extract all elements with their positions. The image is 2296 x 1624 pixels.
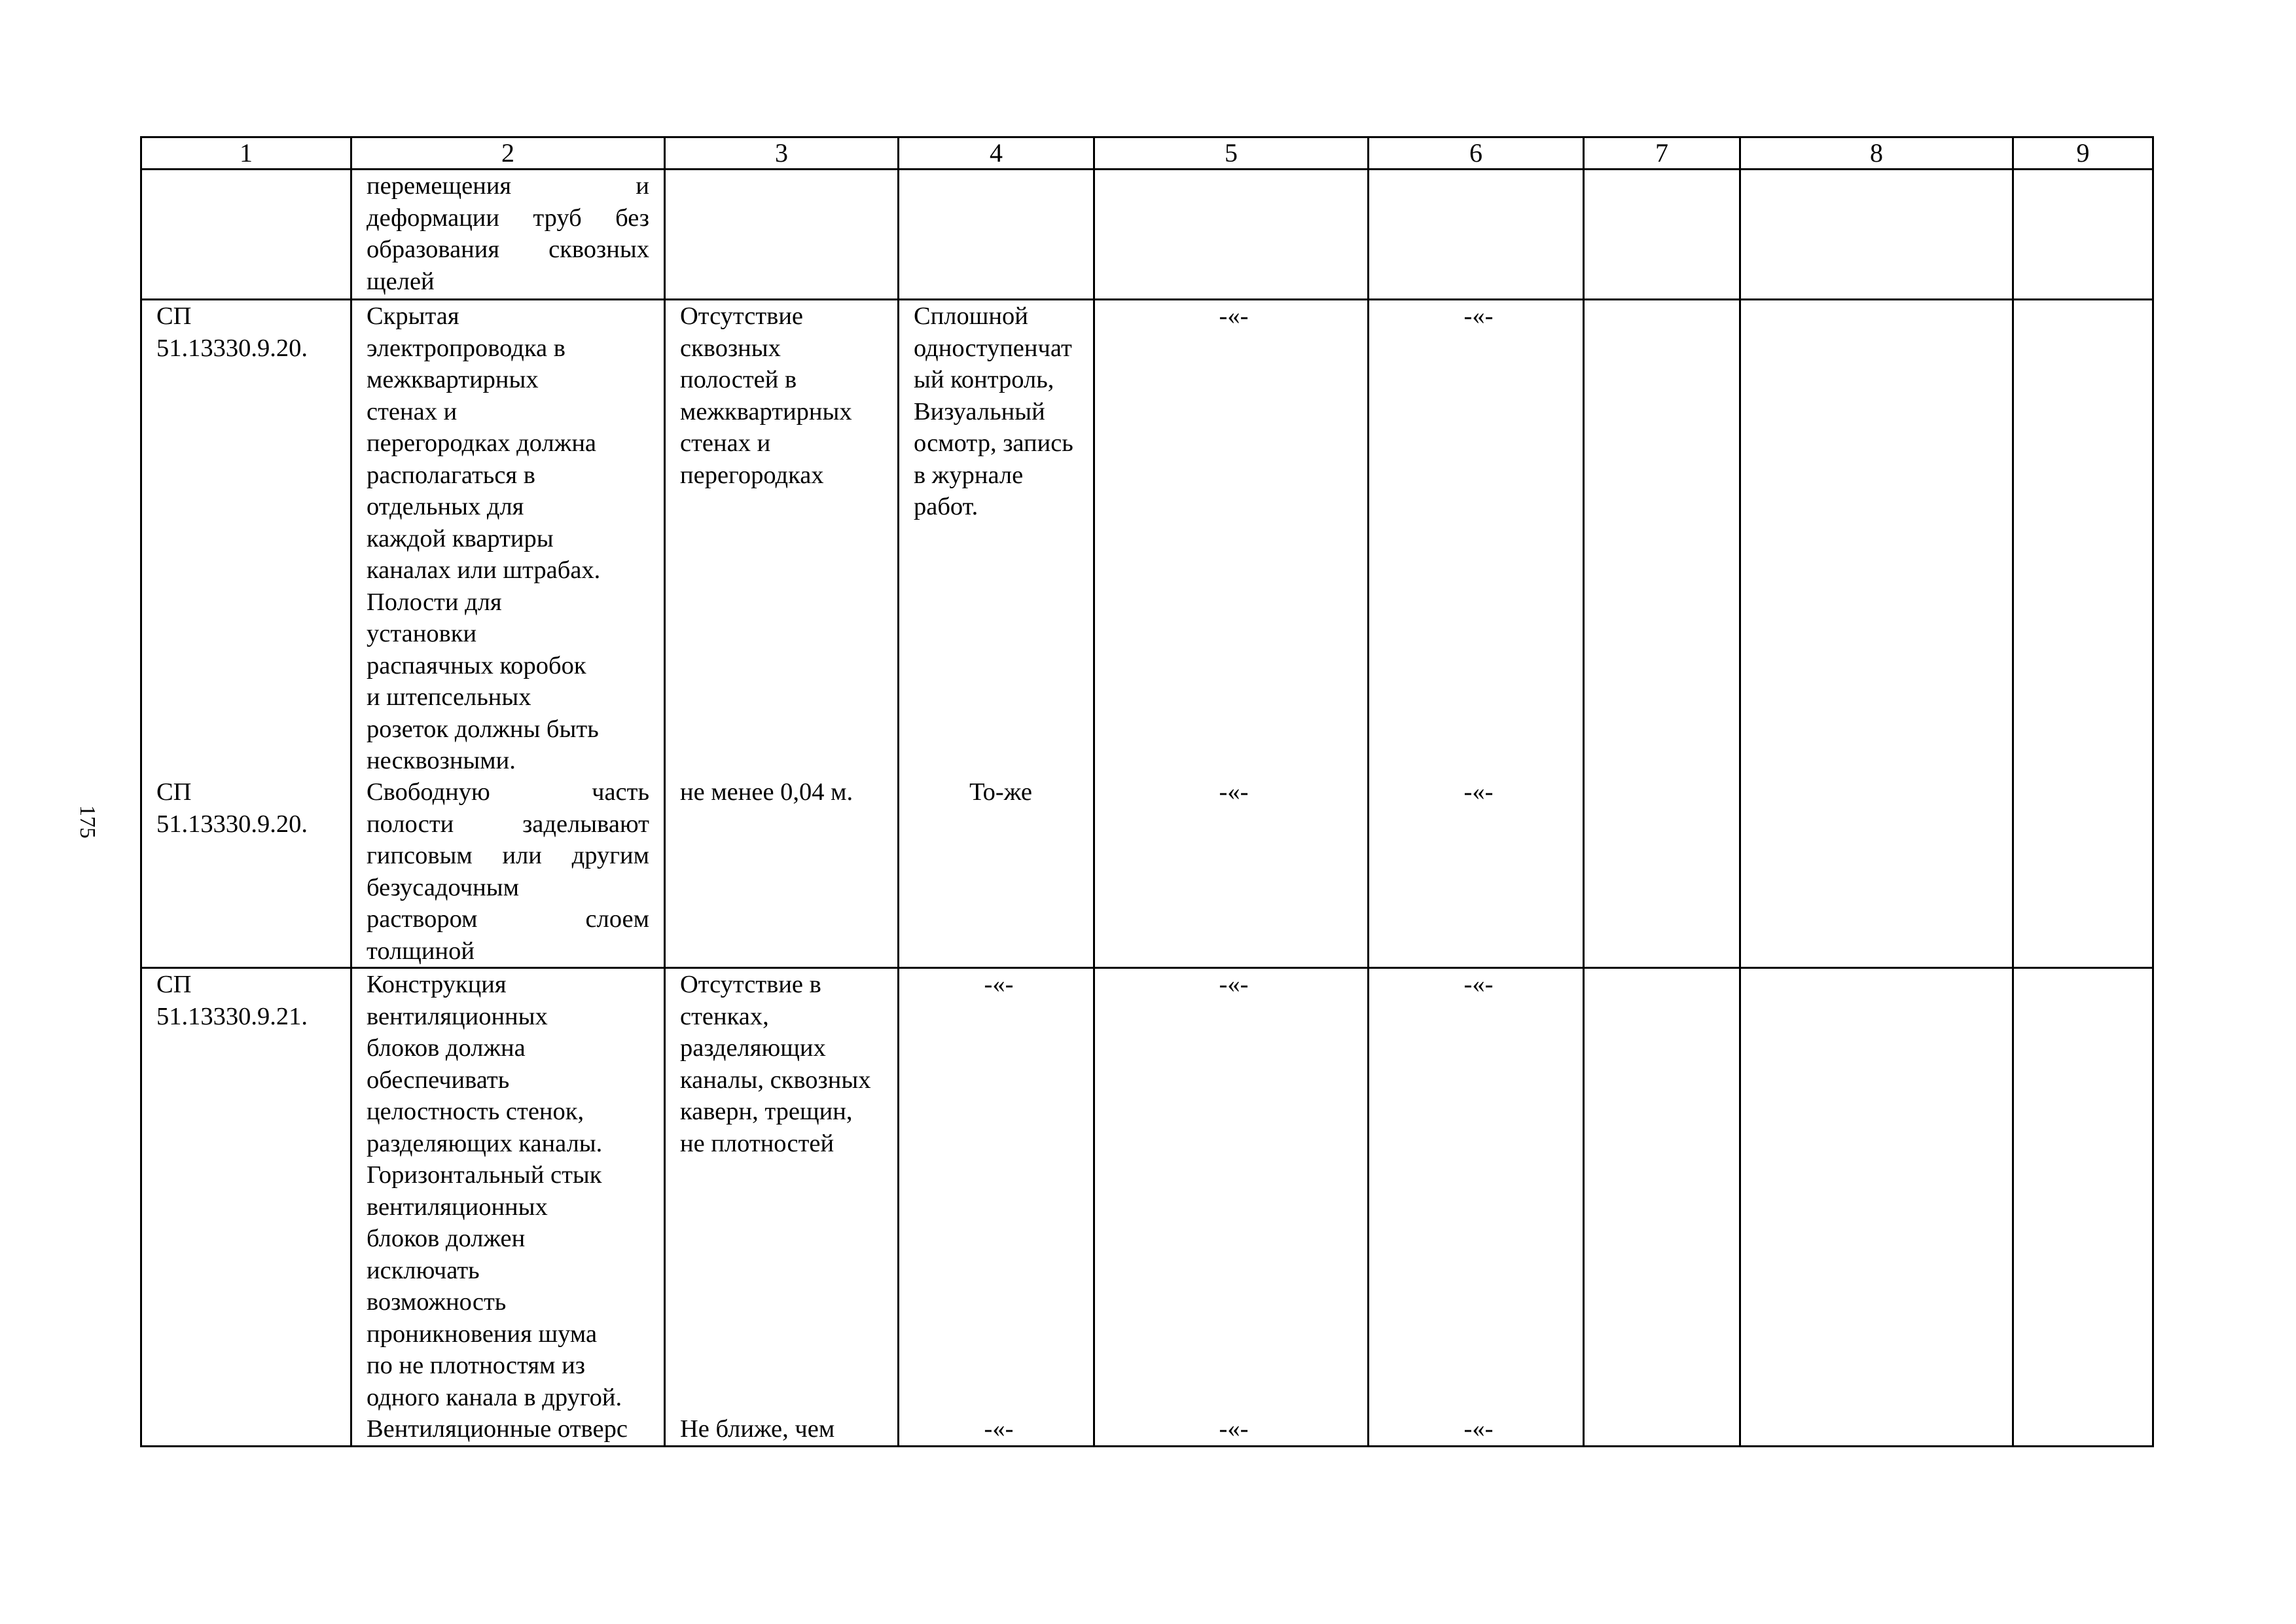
ditto-mark: -«- (1463, 778, 1494, 806)
text-line: каналы, сквозных (680, 1066, 871, 1094)
text-line: перегородках (680, 461, 824, 489)
row2-col5 (1094, 300, 1369, 968)
ditto-mark: -«- (1219, 302, 1249, 330)
text-line: обеспечивать (367, 1066, 510, 1094)
row3-col2 (351, 968, 665, 1447)
text-line: не менее 0,04 м. (680, 778, 853, 806)
text-line: каверн, трещин, (680, 1098, 853, 1125)
text-line: То-же (969, 778, 1032, 806)
text-line: межквартирных (680, 397, 852, 425)
row2-col8 (1740, 300, 2013, 968)
row2-col1 (141, 300, 351, 968)
text-line: Свободную часть (367, 778, 649, 806)
row2-col9 (2013, 300, 2153, 968)
text-line: Вентиляционные отверс (367, 1415, 628, 1443)
text-line: перегородках должна (367, 429, 597, 457)
row2-col3 (665, 300, 899, 968)
row3-col5 (1094, 968, 1369, 1447)
row1-col7 (1584, 170, 1740, 300)
text-line: и штепсельных (367, 683, 531, 711)
text-line: вентиляционных (367, 1002, 548, 1030)
text-line: полостей в (680, 366, 797, 393)
text-line: 51.13330.9.20. (156, 334, 308, 362)
header-cell-1: 1 (141, 137, 351, 170)
text-line: исключать (367, 1256, 480, 1284)
text-line: межквартирных (367, 366, 539, 393)
ditto-mark: -«- (1219, 971, 1249, 998)
text-line: сквозных (680, 334, 781, 362)
text-line: СП (156, 302, 192, 330)
text-line: Отсутствие в (680, 971, 821, 998)
text-line: несквозными. (367, 747, 516, 774)
text-line: электропроводка в (367, 334, 565, 362)
row2-col4 (899, 300, 1094, 968)
text-line: раствором слоем (367, 905, 649, 933)
row3-col1 (141, 968, 351, 1447)
ditto-mark: -«- (984, 971, 1014, 998)
text-line: 51.13330.9.20. (156, 810, 308, 838)
text-line: в журнале (914, 461, 1024, 489)
text-line: распаячных коробок (367, 651, 586, 679)
table-row (141, 170, 2153, 300)
ditto-mark: -«- (984, 1415, 1014, 1443)
text-line: каждой квартиры (367, 524, 554, 552)
row1-col6 (1369, 170, 1584, 300)
text-line: осмотр, запись (914, 429, 1073, 457)
header-cell-6: 6 (1369, 137, 1584, 170)
text-line: безусадочным (367, 873, 519, 901)
table-header-row (141, 137, 2153, 170)
ditto-mark: -«- (1463, 1415, 1494, 1443)
header-cell-3: 3 (665, 137, 899, 170)
text-line: образования сквозных (367, 236, 649, 263)
header-cell-9: 9 (2013, 137, 2153, 170)
text-line: Скрытая (367, 302, 459, 330)
ditto-mark: -«- (1463, 302, 1494, 330)
header-cell-2: 2 (351, 137, 665, 170)
text-line: одного канала в другой. (367, 1383, 622, 1411)
text-line: Конструкция (367, 971, 507, 998)
text-line: толщиной (367, 937, 475, 965)
text-line: полости заделывают (367, 810, 649, 838)
text-line: стенах и (367, 397, 457, 425)
text-line: каналах или штрабах. (367, 556, 601, 584)
text-line: по не плотностям из (367, 1352, 585, 1379)
text-line: деформации труб без (367, 204, 649, 232)
row3-col6 (1369, 968, 1584, 1447)
inspection-table (140, 136, 2154, 1447)
row1-col1 (141, 170, 351, 300)
text-line: не плотностей (680, 1129, 834, 1157)
text-line: возможность (367, 1288, 507, 1316)
table-row (141, 968, 2153, 1447)
text-line: разделяющих каналы. (367, 1129, 603, 1157)
text-line: проникновения шума (367, 1320, 598, 1348)
text-line: одноступенчат (914, 334, 1072, 362)
text-line: блоков должен (367, 1225, 526, 1252)
row1-col2 (351, 170, 665, 300)
text-line: Не ближе, чем (680, 1415, 835, 1443)
text-line: блоков должна (367, 1034, 526, 1062)
text-line: целостность стенок, (367, 1098, 584, 1125)
text-line: розеток должны быть (367, 715, 599, 743)
header-cell-5: 5 (1094, 137, 1369, 170)
page-number: 175 (75, 805, 99, 839)
text-line: Горизонтальный стык (367, 1161, 602, 1189)
row3-col7 (1584, 968, 1740, 1447)
text-line: Сплошной (914, 302, 1028, 330)
text-line: перемещения и (367, 172, 649, 200)
row1-col5 (1094, 170, 1369, 300)
row1-col8 (1740, 170, 2013, 300)
row3-col3 (665, 968, 899, 1447)
text-line: стенках, (680, 1002, 769, 1030)
header-cell-7: 7 (1584, 137, 1740, 170)
row1-col3 (665, 170, 899, 300)
row1-col4 (899, 170, 1094, 300)
header-cell-8: 8 (1740, 137, 2013, 170)
ditto-mark: -«- (1463, 971, 1494, 998)
text-line: гипсовым или другим (367, 842, 649, 869)
table-row (141, 300, 2153, 968)
text-line: щелей (367, 267, 435, 295)
row2-col7 (1584, 300, 1740, 968)
text-line: располагаться в (367, 461, 535, 489)
text-line: Визуальный (914, 397, 1045, 425)
text-line: стенах и (680, 429, 771, 457)
row3-col9 (2013, 968, 2153, 1447)
ditto-mark: -«- (1219, 1415, 1249, 1443)
row2-col2 (351, 300, 665, 968)
row3-col4 (899, 968, 1094, 1447)
text-line: СП (156, 971, 192, 998)
text-line: СП (156, 778, 192, 806)
row1-col9 (2013, 170, 2153, 300)
text-line: вентиляционных (367, 1193, 548, 1221)
text-line: работ. (914, 493, 978, 520)
ditto-mark: -«- (1219, 778, 1249, 806)
text-line: установки (367, 620, 477, 647)
text-line: Полости для (367, 588, 502, 616)
row3-col8 (1740, 968, 2013, 1447)
row2-col6 (1369, 300, 1584, 968)
text-line: 51.13330.9.21. (156, 1002, 308, 1030)
text-line: ый контроль, (914, 366, 1054, 393)
text-line: Отсутствие (680, 302, 804, 330)
text-line: разделяющих (680, 1034, 826, 1062)
text-line: отдельных для (367, 493, 524, 520)
header-cell-4: 4 (899, 137, 1094, 170)
